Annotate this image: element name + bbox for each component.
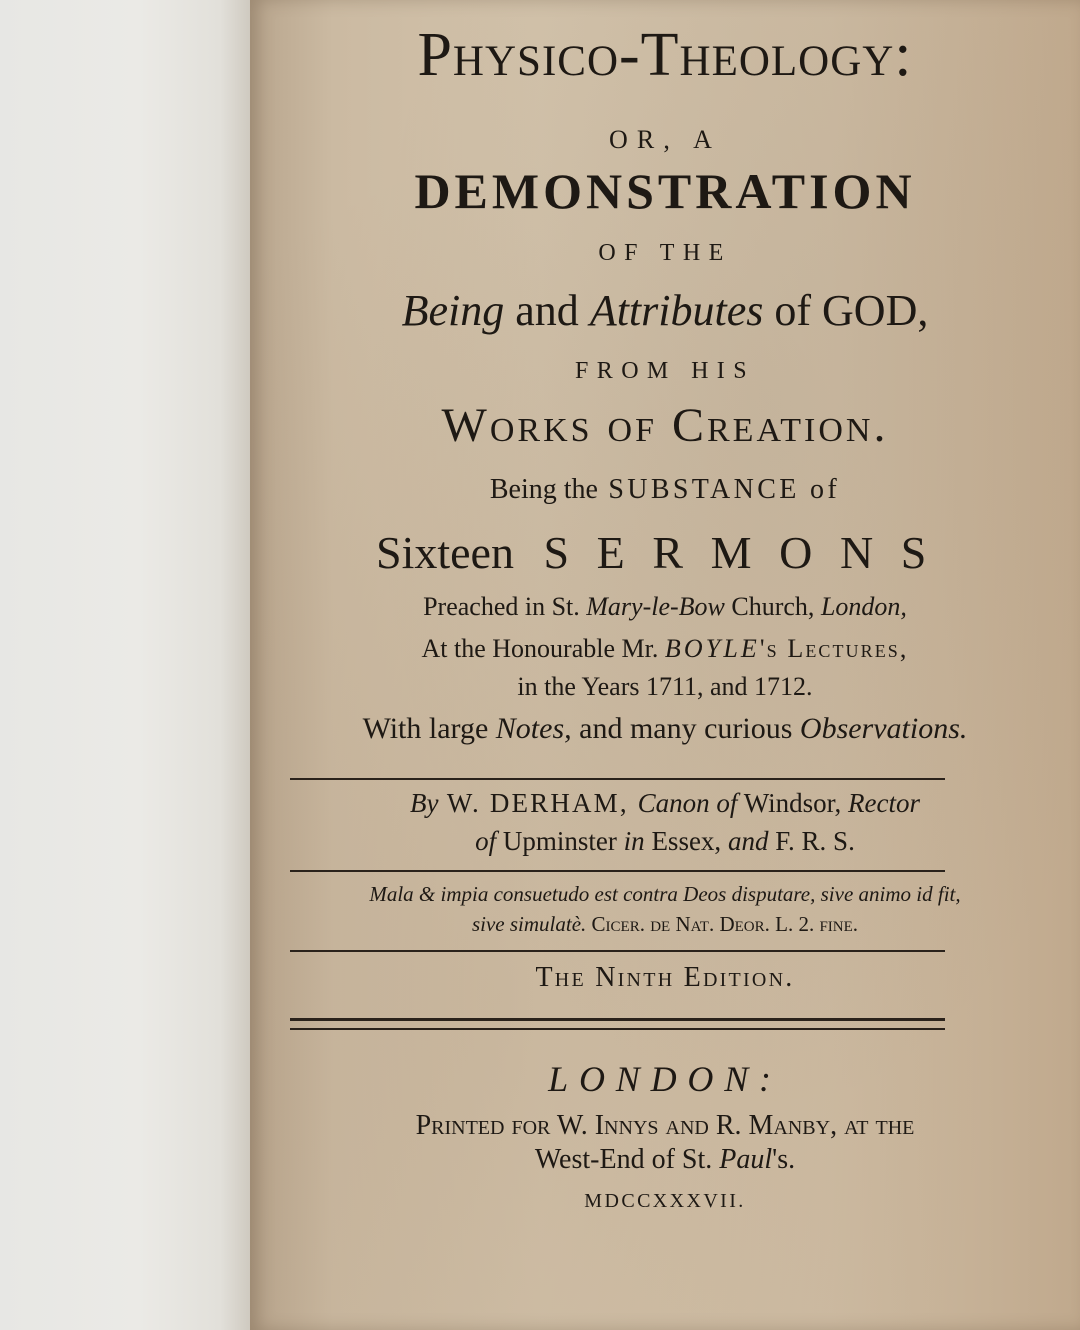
in-word: in — [623, 826, 645, 856]
rule-3 — [290, 950, 945, 952]
canon-words: Canon of — [637, 788, 738, 818]
author-name: W. DERHAM, — [438, 788, 638, 818]
demonstration-line: DEMONSTRATION — [414, 163, 916, 219]
upminster-word: Upminster — [496, 826, 624, 856]
of-the-line: OF THE — [598, 240, 732, 266]
and-word-author: and — [727, 826, 769, 856]
preached-line — [250, 592, 1080, 622]
author-line-2 — [250, 826, 1080, 857]
by-word: By — [409, 788, 439, 818]
essex-word: Essex, — [644, 826, 728, 856]
being-the-words: Being the — [489, 474, 598, 505]
lectures-word: 's Lectures, — [759, 634, 909, 663]
rector-word: Rector — [848, 788, 921, 818]
sermons-word: SERMONS — [543, 527, 954, 578]
epigraph-citation: Cicer. de Nat. Deor. L. 2. fine. — [586, 912, 859, 936]
imprint-year: MDCCXXXVII. — [584, 1190, 746, 1212]
preached-words: Preached in St. — [423, 592, 587, 621]
rule-1 — [290, 778, 945, 780]
honourable-words: At the Honourable Mr. — [421, 634, 665, 663]
with-large-words: With large — [362, 712, 496, 745]
works-of-creation-line: Works of Creation. — [441, 399, 889, 452]
imprint-printed-line: Printed for W. Innys and R. Manby, at the — [415, 1110, 915, 1141]
imprint-city: LONDON: — [548, 1059, 782, 1099]
sixteen-sermons-line — [250, 526, 1080, 579]
sixteen-word: Sixteen — [376, 527, 514, 578]
london-word: London, — [820, 592, 907, 621]
pauls-word: Paul — [719, 1144, 773, 1175]
or-a-line: OR, A — [609, 125, 721, 154]
curious-words: and many curious — [571, 712, 800, 745]
church-word: Church, — [724, 592, 821, 621]
and-word: and — [504, 286, 590, 335]
rule-2 — [290, 870, 945, 872]
windsor-word: Windsor, — [737, 788, 849, 818]
west-end-words: West-End of St. — [534, 1144, 720, 1175]
edition-line: The Ninth Edition. — [535, 962, 795, 993]
rule-4 — [290, 1018, 945, 1021]
observations-word: Observations. — [799, 712, 968, 745]
frs-word: F. R. S. — [768, 826, 855, 856]
substance-word: SUBSTANCE of — [597, 474, 841, 505]
title-page — [250, 0, 1080, 1330]
of-word: of — [475, 826, 497, 856]
notes-line — [250, 712, 1080, 746]
of-god-words: of GOD, — [763, 286, 929, 335]
being-word: Being — [401, 286, 505, 335]
attributes-word: Attributes — [589, 286, 764, 335]
epigraph-italic: sive simulatè. — [471, 912, 587, 936]
imprint-west-end-line — [250, 1144, 1080, 1176]
pauls-suffix: 's. — [772, 1144, 796, 1175]
honourable-line — [250, 634, 1080, 664]
blank-facing-page — [0, 0, 250, 1330]
main-title: Physico-Theology: — [417, 21, 913, 89]
years-line: in the Years 1711, and 1712. — [517, 672, 813, 701]
being-attributes-line — [250, 285, 1080, 336]
substance-line — [250, 474, 1080, 506]
from-his-line: FROM HIS — [575, 358, 755, 384]
church-name: Mary-le-Bow — [586, 592, 725, 621]
boyle-word: BOYLE — [664, 634, 760, 663]
epigraph-line-2 — [250, 912, 1080, 937]
notes-word: Notes, — [495, 712, 572, 745]
author-line-1 — [250, 788, 1080, 819]
rule-5 — [290, 1028, 945, 1030]
epigraph-line-1: Mala & impia consuetudo est contra Deos disputare, sive animo id fit, — [369, 882, 961, 906]
